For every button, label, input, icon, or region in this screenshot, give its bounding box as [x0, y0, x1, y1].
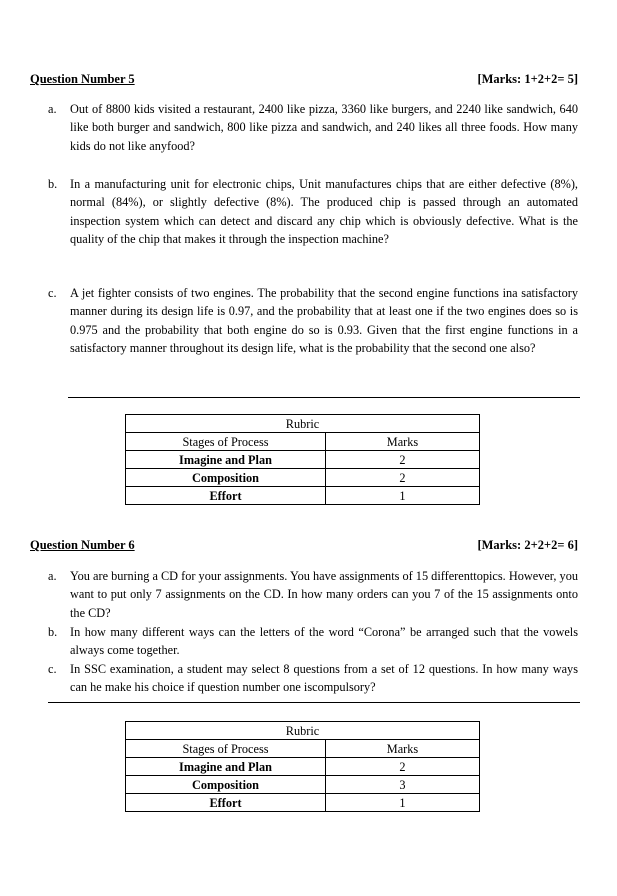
- item-text: Out of 8800 kids visited a restaurant, 2400 like pizza, 3360 like burgers, and 2240 like sandwich, 640 like both burger and sandwich, 800 like pizza and sandwich, and 240 likes all three foods. How many kids do not like anyfood?: [70, 102, 578, 153]
- rubric-caption: Rubric: [126, 415, 480, 433]
- question-5-title: Question Number 5: [30, 72, 135, 86]
- rubric-stage: Composition: [126, 469, 326, 487]
- question-6-rubric-table: [125, 721, 480, 812]
- rubric-marks: 3: [326, 776, 480, 794]
- rubric-stage: Imagine and Plan: [126, 451, 326, 469]
- table-row: [126, 794, 480, 812]
- rubric-marks: 1: [326, 794, 480, 812]
- item-text: A jet fighter consists of two engines. The probability that the second engine functions ina satisfactory manner during its design life is 0.97, and the probability that at least one if the two engines does so is 0.975 and the probability that both engine do so is 0.93. Given that the first engine functions in a satisfactory manner throughout its design life, what is the probability that the second one also?: [70, 286, 578, 355]
- item-label: c.: [48, 286, 57, 300]
- rubric-header-stage: Stages of Process: [126, 433, 326, 451]
- item-text: In how many different ways can the letters of the word “Corona” be arranged such that the vowels always come together.: [70, 625, 578, 658]
- rubric-marks: 1: [326, 487, 480, 505]
- question-6a: [48, 567, 578, 622]
- rubric-marks: 2: [326, 451, 480, 469]
- rubric-marks: 2: [326, 758, 480, 776]
- rubric-stage: Imagine and Plan: [126, 758, 326, 776]
- divider-line: [68, 397, 580, 398]
- rubric-marks: 2: [326, 469, 480, 487]
- rubric-stage: Effort: [126, 794, 326, 812]
- question-5a: [48, 100, 578, 155]
- question-6b: [48, 623, 578, 660]
- question-6c: [48, 660, 578, 697]
- divider-line: [48, 702, 580, 703]
- rubric-caption: Rubric: [126, 722, 480, 740]
- question-5-marks: [Marks: 1+2+2= 5]: [477, 72, 578, 86]
- question-6-title: Question Number 6: [30, 538, 135, 552]
- question-5-rubric-table: [125, 414, 480, 505]
- item-label: c.: [48, 662, 57, 676]
- table-row: [126, 451, 480, 469]
- item-label: b.: [48, 625, 58, 639]
- item-text: You are burning a CD for your assignments. You have assignments of 15 differenttopics. However, you want to put only 7 assignments on the CD. In how many orders can you 7 of the 15 assignments onto the CD?: [70, 569, 578, 620]
- item-label: a.: [48, 569, 57, 583]
- item-label: a.: [48, 102, 57, 116]
- item-text: In SSC examination, a student may select 8 questions from a set of 12 questions. In how many ways can he make his choice if question number one iscompulsory?: [70, 662, 578, 695]
- rubric-stage: Effort: [126, 487, 326, 505]
- item-label: b.: [48, 177, 58, 191]
- rubric-header-marks: Marks: [326, 740, 480, 758]
- rubric-header-marks: Marks: [326, 433, 480, 451]
- rubric-header-stage: Stages of Process: [126, 740, 326, 758]
- table-row: [126, 758, 480, 776]
- table-row: [126, 776, 480, 794]
- question-6-marks: [Marks: 2+2+2= 6]: [477, 538, 578, 552]
- item-text: In a manufacturing unit for electronic chips, Unit manufactures chips that are either defective (8%), normal (84%), or slightly defective (8%). The produced chip is passed through an automated inspection system which can detect and discard any chip which is obviously defective. What is the quality of the chip that makes it through the inspection machine?: [70, 177, 578, 246]
- table-row: [126, 469, 480, 487]
- question-5b: [48, 175, 578, 248]
- rubric-stage: Composition: [126, 776, 326, 794]
- question-5c: [48, 284, 578, 357]
- table-row: [126, 487, 480, 505]
